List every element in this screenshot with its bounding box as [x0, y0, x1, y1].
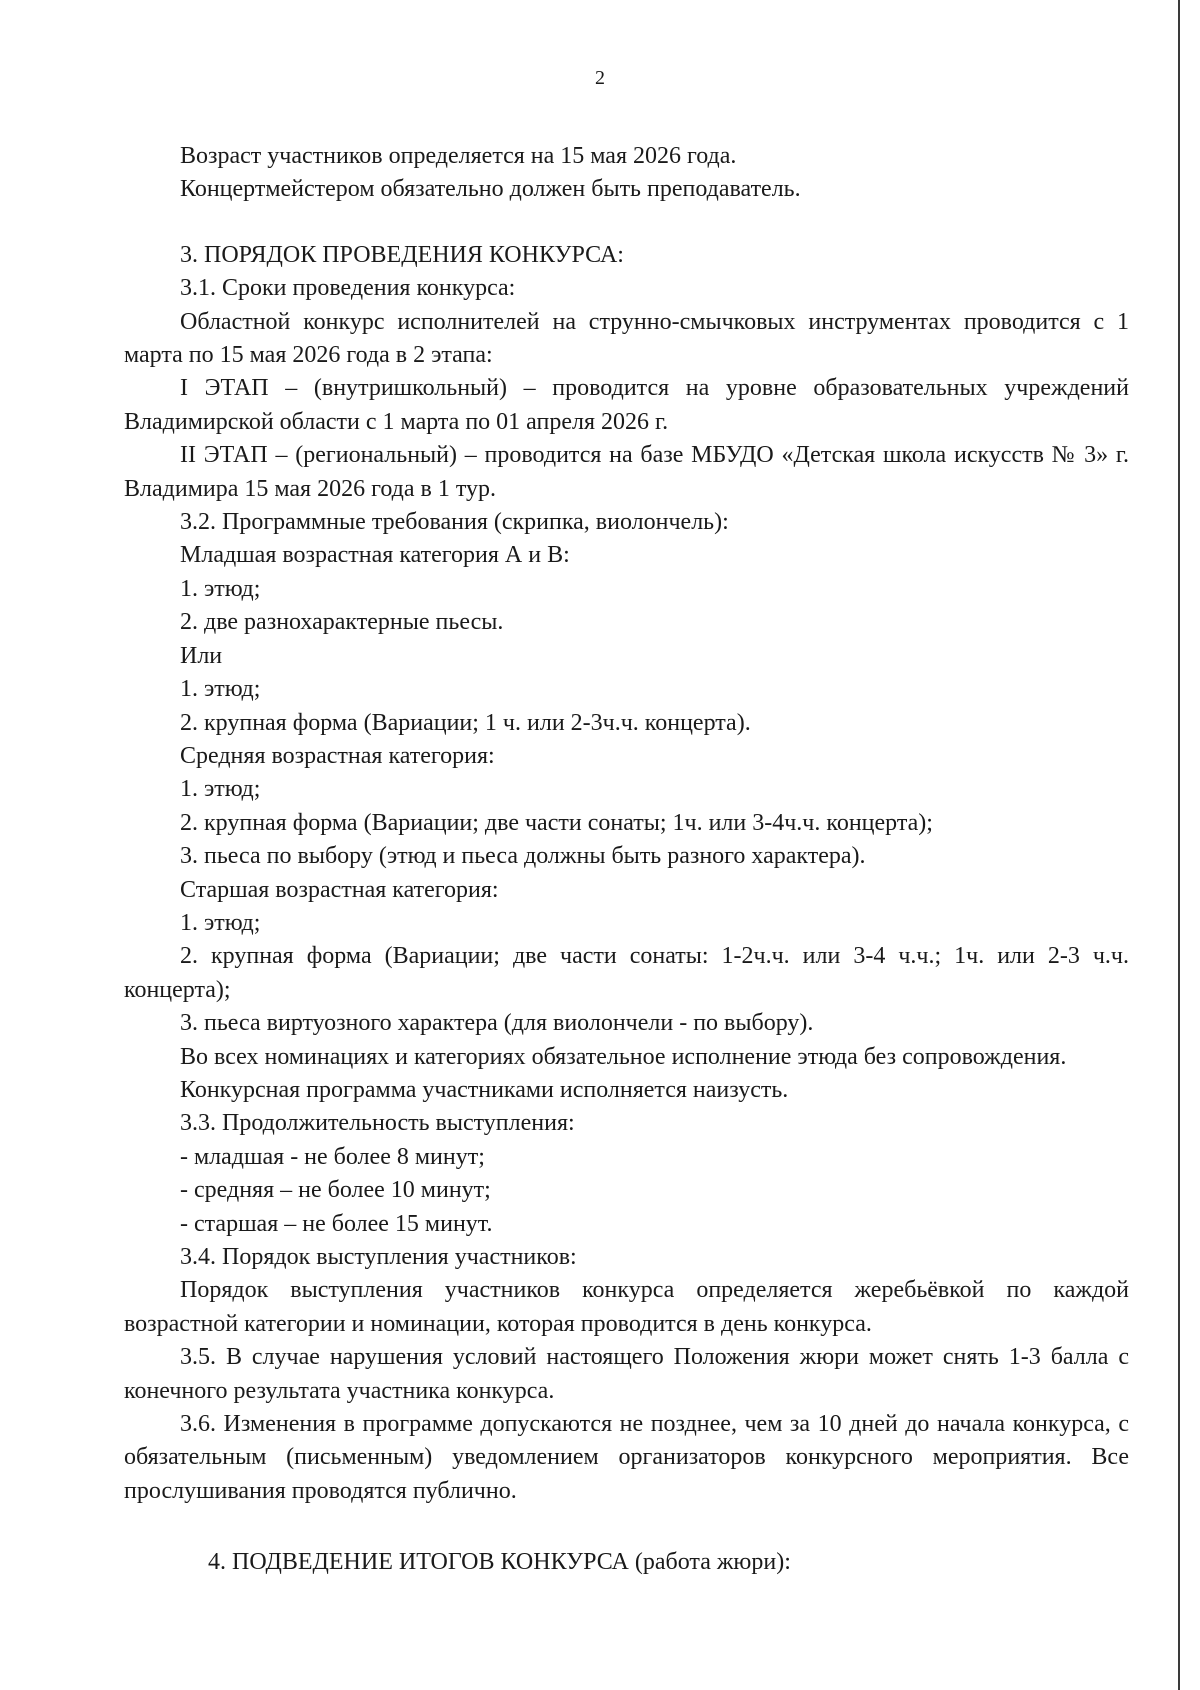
etude-requirement-note: Во всех номинациях и категориях обязательное исполнение этюда без сопровождения.: [180, 1043, 1067, 1070]
senior-category-title: Старшая возрастная категория:: [180, 876, 499, 903]
junior-category-title: Младшая возрастная категория А и В:: [180, 542, 570, 569]
duration-senior: - старшая – не более 15 минут.: [180, 1210, 493, 1237]
age-determination-text: Возраст участников определяется на 15 мая 2026 года.: [180, 143, 737, 169]
document-body: [124, 140, 1129, 1580]
section-3-3-title: 3.3. Продолжительность выступления:: [180, 1110, 575, 1137]
section-4-heading: 4. ПОДВЕДЕНИЕ ИТОГОВ КОНКУРСА (работа жюри):: [208, 1549, 791, 1576]
section-3-1-title: 3.1. Сроки проведения конкурса:: [180, 275, 516, 302]
section-3-4-title: 3.4. Порядок выступления участников:: [180, 1244, 577, 1270]
middle-item-3: 3. пьеса по выбору (этюд и пьеса должны быть разного характера).: [180, 843, 866, 870]
senior-item-3: 3. пьеса виртуозного характера (для виолончели - по выбору).: [180, 1010, 814, 1037]
middle-item-1: 1. этюд;: [180, 776, 261, 803]
by-heart-note: Конкурсная программа участниками исполняется наизусть.: [180, 1076, 789, 1103]
duration-junior: - младшая - не более 8 минут;: [180, 1143, 485, 1170]
stage-2-text: II ЭТАП – (региональный) – проводится на базе МБУДО «Детская школа искусств № 3» г. Владимира 15 мая 2026 года в 1 тур.: [124, 442, 1129, 502]
or-separator: Или: [180, 642, 223, 669]
junior-item-1: 1. этюд;: [180, 575, 261, 602]
section-3-4-text: Порядок выступления участников конкурса определяется жеребьёвкой по каждой возрастной категории и номинации, которая проводится в день конкурса.: [124, 1277, 1129, 1337]
accompanist-text: Концертмейстером обязательно должен быть преподаватель.: [180, 176, 801, 203]
senior-item-2: 2. крупная форма (Вариации; две части сонаты: 1-2ч.ч. или 3-4 ч.ч.; 1ч. или 2-3 ч.ч. концерта);: [124, 943, 1129, 1003]
junior-alt-item-2: 2. крупная форма (Вариации; 1 ч. или 2-3ч.ч. концерта).: [180, 709, 751, 736]
section-3-6-text: 3.6. Изменения в программе допускаются не позднее, чем за 10 дней до начала конкурса, с обязательным (письменным) уведомлением организаторов конкурсного мероприятия. Все прослушивания проводятся публично.: [124, 1411, 1129, 1504]
junior-alt-item-1: 1. этюд;: [180, 676, 261, 703]
section-3-5-text: 3.5. В случае нарушения условий настоящего Положения жюри может снять 1-3 балла с конечного результата участника конкурса.: [124, 1344, 1129, 1404]
junior-item-2: 2. две разнохарактерные пьесы.: [180, 609, 504, 636]
stage-1-text: I ЭТАП – (внутришкольный) – проводится на уровне образовательных учреждений Владимирской области с 1 марта по 01 апреля 2026 г.: [124, 375, 1129, 435]
section-3-2-title: 3.2. Программные требования (скрипка, виолончель):: [180, 509, 729, 536]
middle-category-title: Средняя возрастная категория:: [180, 742, 495, 769]
section-3-heading: 3. ПОРЯДОК ПРОВЕДЕНИЯ КОНКУРСА:: [180, 241, 624, 268]
page-number: 2: [595, 67, 605, 89]
middle-item-2: 2. крупная форма (Вариации; две части сонаты; 1ч. или 3-4ч.ч. концерта);: [180, 809, 933, 836]
senior-item-1: 1. этюд;: [180, 909, 261, 936]
page-edge-line: [1178, 0, 1180, 1690]
duration-middle: - средняя – не более 10 минут;: [180, 1177, 491, 1204]
section-3-1-text: Областной конкурс исполнителей на струнно-смычковых инструментах проводится с 1 марта по 15 мая 2026 года в 2 этапа:: [124, 308, 1129, 369]
